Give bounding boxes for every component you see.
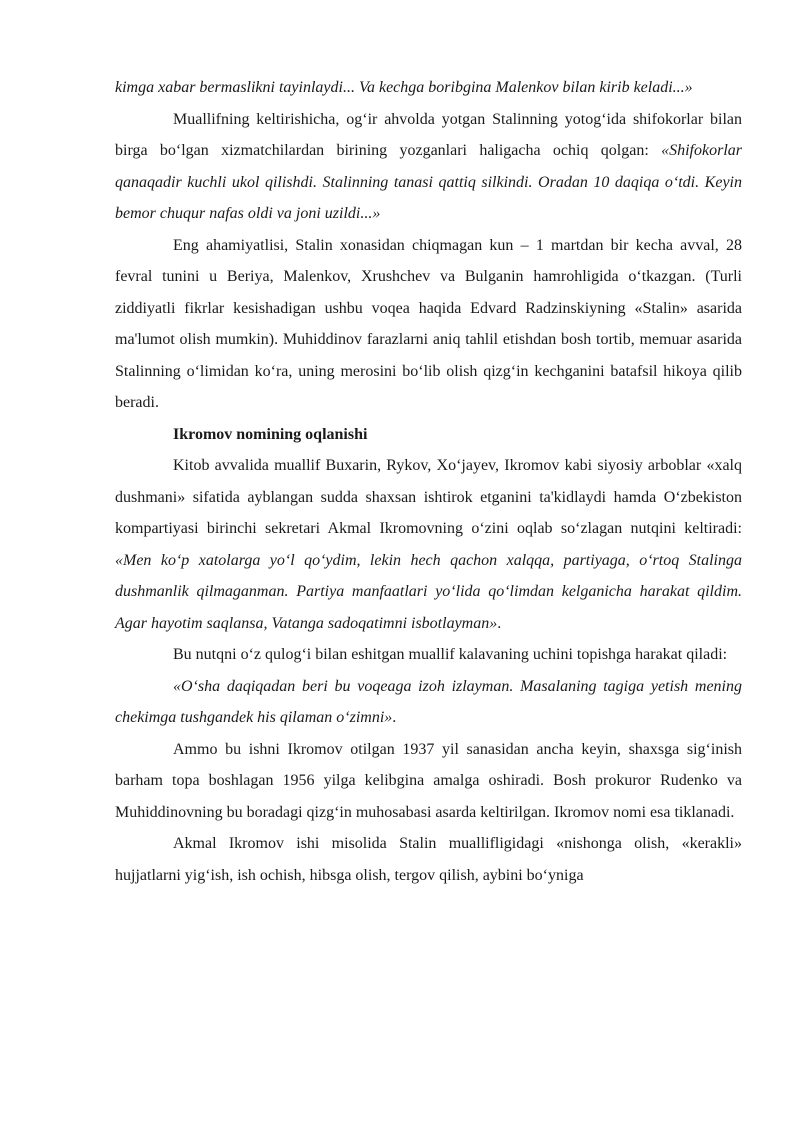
paragraph-ikromov-speech [115, 450, 742, 639]
paragraph-case-example [115, 828, 742, 891]
paragraph-text: Ammo bu ishni Ikromov otilgan 1937 yil sanasidan ancha keyin, shaxsga sig‘inish barham topa boshlagan 1956 yilga kelibgina amalga oshiradi. Bosh prokuror Rudenko va Muhiddinovning bu boradagi qizg‘in muhosabasi asarda keltirilgan. Ikromov nomi esa tiklanadi. [115, 740, 742, 821]
italic-quote: «Men ko‘p xatolarga yo‘l qo‘ydim, lekin hech qachon xalqqa, partiyaga, o‘rtoq Stalinga dushmanlik qilmaganman. Partiya manfaatlari yo‘lida qo‘limdan kelganicha harakat qildim. Agar hayotim saqlansa, Vatanga sadoqatimni isbotlayman» [115, 551, 742, 632]
paragraph-text: Eng ahamiyatlisi, Stalin xonasidan chiqmagan kun – 1 martdan bir kecha avval, 28 fevral tunini u Beriya, Malenkov, Xrushchev va Bulganin hamrohligida o‘tkazgan. (Turli ziddiyatli fikrlar kesishadigan ushbu voqea haqida Edvard Radzinskiyning «Stalin» asarida ma'lumot olish mumkin). Muhiddinov farazlarni aniq tahlil etishdan bosh tortib, memuar asarida Stalinning o‘limidan ko‘ra, uning merosini bo‘lib olish qizg‘in kechganini batafsil hikoya qilib beradi. [115, 236, 742, 411]
paragraph-text: Kitob avvalida muallif Buxarin, Rykov, Xo‘jayev, Ikromov kabi siyosiy arboblar «xalq dushmani» sifatida ayblangan sudda shaxsan ishtirok etganini ta'kidlaydi hamda O‘zbekiston kompartiyasi birinchi sekretari Akmal Ikromovning o‘zini oqlab so‘zlagan nutqini keltiradi: [115, 457, 742, 537]
paragraph-text: Akmal Ikromov ishi misolida Stalin muallifligidagi «nishonga olish, «kerakli» hujjatlarni yig‘ish, ish ochish, hibsga olish, tergov qilish, aybini bo‘yniga [115, 835, 742, 884]
paragraph-february-night [115, 230, 742, 419]
italic-quote: «Shifokorlar qanaqadir kuchli ukol qilishdi. Stalinning tanasi qattiq silkindi. Oradan 10 daqiqa o‘tdi. Keyin bemor chuqur nafas oldi va joni uzildi...» [115, 142, 742, 222]
paragraph-text: . [497, 614, 502, 632]
paragraph-rehabilitation [115, 734, 742, 829]
document-page [115, 72, 742, 891]
italic-quote: kimga xabar bermaslikni tayinlaydi... Va kechga boribgina Malenkov bilan kirib keladi...» [115, 79, 693, 96]
paragraph-stalin-death-account [115, 104, 742, 230]
paragraph-text: Muallifning keltirishicha, og‘ir ahvolda yotgan Stalinning yotog‘ida shifokorlar bilan birga bo‘lgan xizmatchilardan birining yozganlari haligacha ochiq qolgan: [115, 110, 742, 159]
paragraph-continuation [115, 72, 742, 104]
paragraph-author-quote [115, 671, 742, 734]
paragraph-text: Bu nutqni o‘z qulog‘i bilan eshitgan muallif kalavaning uchini topishga harakat qiladi: [173, 646, 728, 663]
paragraph-text: . [392, 709, 397, 726]
paragraph-author-search [115, 639, 742, 671]
italic-quote: «O‘sha daqiqadan beri bu voqeaga izoh izlayman. Masalaning tagiga yetish mening chekimga tushgandek his qilaman o‘zimni» [115, 677, 742, 726]
section-heading: Ikromov nomining oqlanishi [173, 425, 368, 443]
